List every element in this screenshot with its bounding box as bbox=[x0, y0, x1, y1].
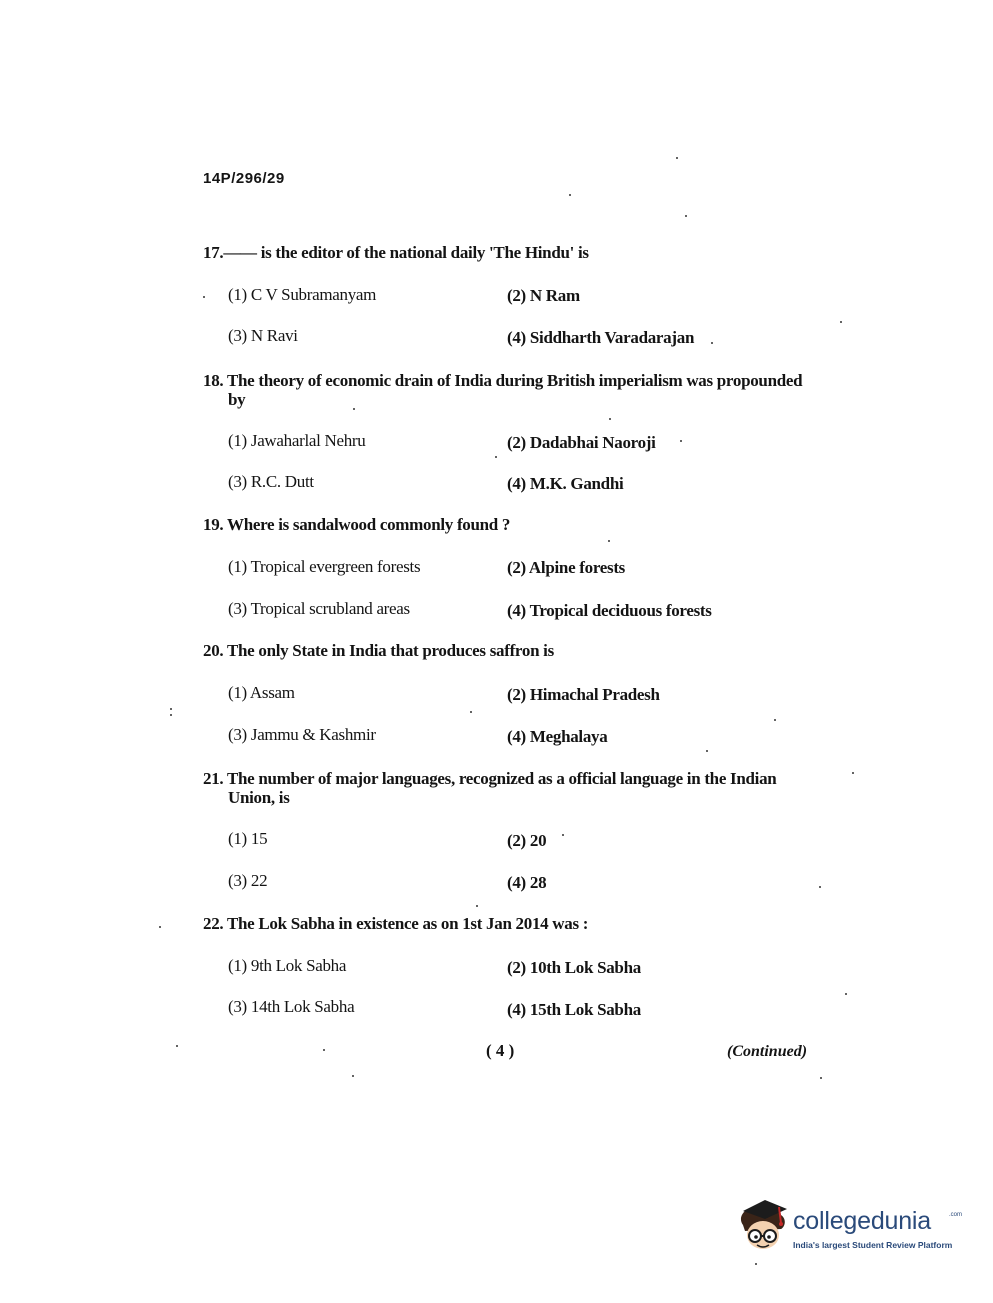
option-17-2: (2) N Ram bbox=[507, 286, 580, 305]
option-18-3: (3) R.C. Dutt bbox=[228, 472, 314, 491]
scan-speck bbox=[470, 711, 472, 713]
mascot-graduate-icon bbox=[735, 1195, 795, 1257]
question-20 bbox=[203, 641, 823, 660]
scan-speck bbox=[608, 540, 610, 542]
scan-speck bbox=[569, 194, 571, 196]
logo-domain-suffix: .com bbox=[949, 1212, 963, 1218]
scan-speck bbox=[176, 1045, 178, 1047]
paper-code: 14P/296/29 bbox=[203, 170, 285, 187]
scan-speck bbox=[845, 993, 847, 995]
option-22-1: (1) 9th Lok Sabha bbox=[228, 956, 347, 975]
option-22-2: (2) 10th Lok Sabha bbox=[507, 958, 641, 977]
question-text: 18. The theory of economic drain of India during British imperialism was propounded bbox=[203, 371, 803, 390]
option-18-4: (4) M.K. Gandhi bbox=[507, 474, 624, 493]
option-22-4: (4) 15th Lok Sabha bbox=[507, 1000, 641, 1019]
scan-speck bbox=[476, 905, 478, 907]
scan-speck bbox=[711, 342, 713, 344]
collegedunia-logo bbox=[735, 1195, 965, 1265]
question-text: 21. The number of major languages, recognized as a official language in the Indian bbox=[203, 769, 777, 788]
option-18-2: (2) Dadabhai Naoroji bbox=[507, 433, 656, 452]
option-19-2: (2) Alpine forests bbox=[507, 558, 625, 577]
scan-speck bbox=[562, 834, 564, 836]
scan-speck bbox=[820, 1077, 822, 1079]
option-21-2: (2) 20 bbox=[507, 831, 547, 850]
question-text: 22. The Lok Sabha in existence as on 1st Jan 2014 was : bbox=[203, 914, 589, 933]
scan-speck bbox=[685, 215, 687, 217]
scan-speck bbox=[609, 418, 611, 420]
page-number: ( 4 ) bbox=[486, 1041, 515, 1060]
question-17 bbox=[203, 243, 823, 262]
scan-speck bbox=[323, 1049, 325, 1051]
question-22 bbox=[203, 914, 823, 933]
option-22-3: (3) 14th Lok Sabha bbox=[228, 997, 355, 1016]
option-20-4: (4) Meghalaya bbox=[507, 727, 608, 746]
scan-speck bbox=[774, 719, 776, 721]
option-20-3: (3) Jammu & Kashmir bbox=[228, 725, 376, 744]
scan-speck bbox=[203, 296, 205, 298]
scan-speck bbox=[706, 750, 708, 752]
option-19-1: (1) Tropical evergreen forests bbox=[228, 557, 421, 576]
option-17-4: (4) Siddharth Varadarajan bbox=[507, 328, 695, 347]
question-text: 19. Where is sandalwood commonly found ? bbox=[203, 515, 511, 534]
option-19-4: (4) Tropical deciduous forests bbox=[507, 601, 712, 620]
scan-speck bbox=[170, 714, 172, 716]
option-21-4: (4) 28 bbox=[507, 873, 547, 892]
question-19 bbox=[203, 515, 823, 534]
option-19-3: (3) Tropical scrubland areas bbox=[228, 599, 410, 618]
scan-speck bbox=[159, 926, 161, 928]
continued-label: (Continued) bbox=[727, 1043, 808, 1060]
option-18-1: (1) Jawaharlal Nehru bbox=[228, 431, 366, 450]
option-21-1: (1) 15 bbox=[228, 829, 268, 848]
scan-speck bbox=[353, 408, 355, 410]
scan-speck bbox=[680, 440, 682, 442]
option-20-1: (1) Assam bbox=[228, 683, 295, 702]
scan-speck bbox=[840, 321, 842, 323]
question-text: 20. The only State in India that produces saffron is bbox=[203, 641, 554, 660]
option-21-3: (3) 22 bbox=[228, 871, 268, 890]
scan-speck bbox=[819, 886, 821, 888]
logo-wordmark: collegedunia bbox=[793, 1207, 931, 1235]
question-text: 17.—— is the editor of the national daily 'The Hindu' is bbox=[203, 243, 589, 262]
scan-speck bbox=[676, 157, 678, 159]
scan-speck bbox=[852, 772, 854, 774]
option-17-1: (1) C V Subramanyam bbox=[228, 285, 377, 304]
option-20-2: (2) Himachal Pradesh bbox=[507, 685, 660, 704]
question-18 bbox=[203, 371, 823, 409]
question-text-wrap: by bbox=[228, 390, 246, 409]
logo-tagline: India's largest Student Review Platform bbox=[793, 1240, 953, 1250]
question-text-wrap: Union, is bbox=[228, 788, 290, 807]
scan-speck bbox=[170, 708, 172, 710]
scan-speck bbox=[495, 456, 497, 458]
option-17-3: (3) N Ravi bbox=[228, 326, 298, 345]
scan-speck bbox=[352, 1075, 354, 1077]
question-21 bbox=[203, 769, 823, 807]
